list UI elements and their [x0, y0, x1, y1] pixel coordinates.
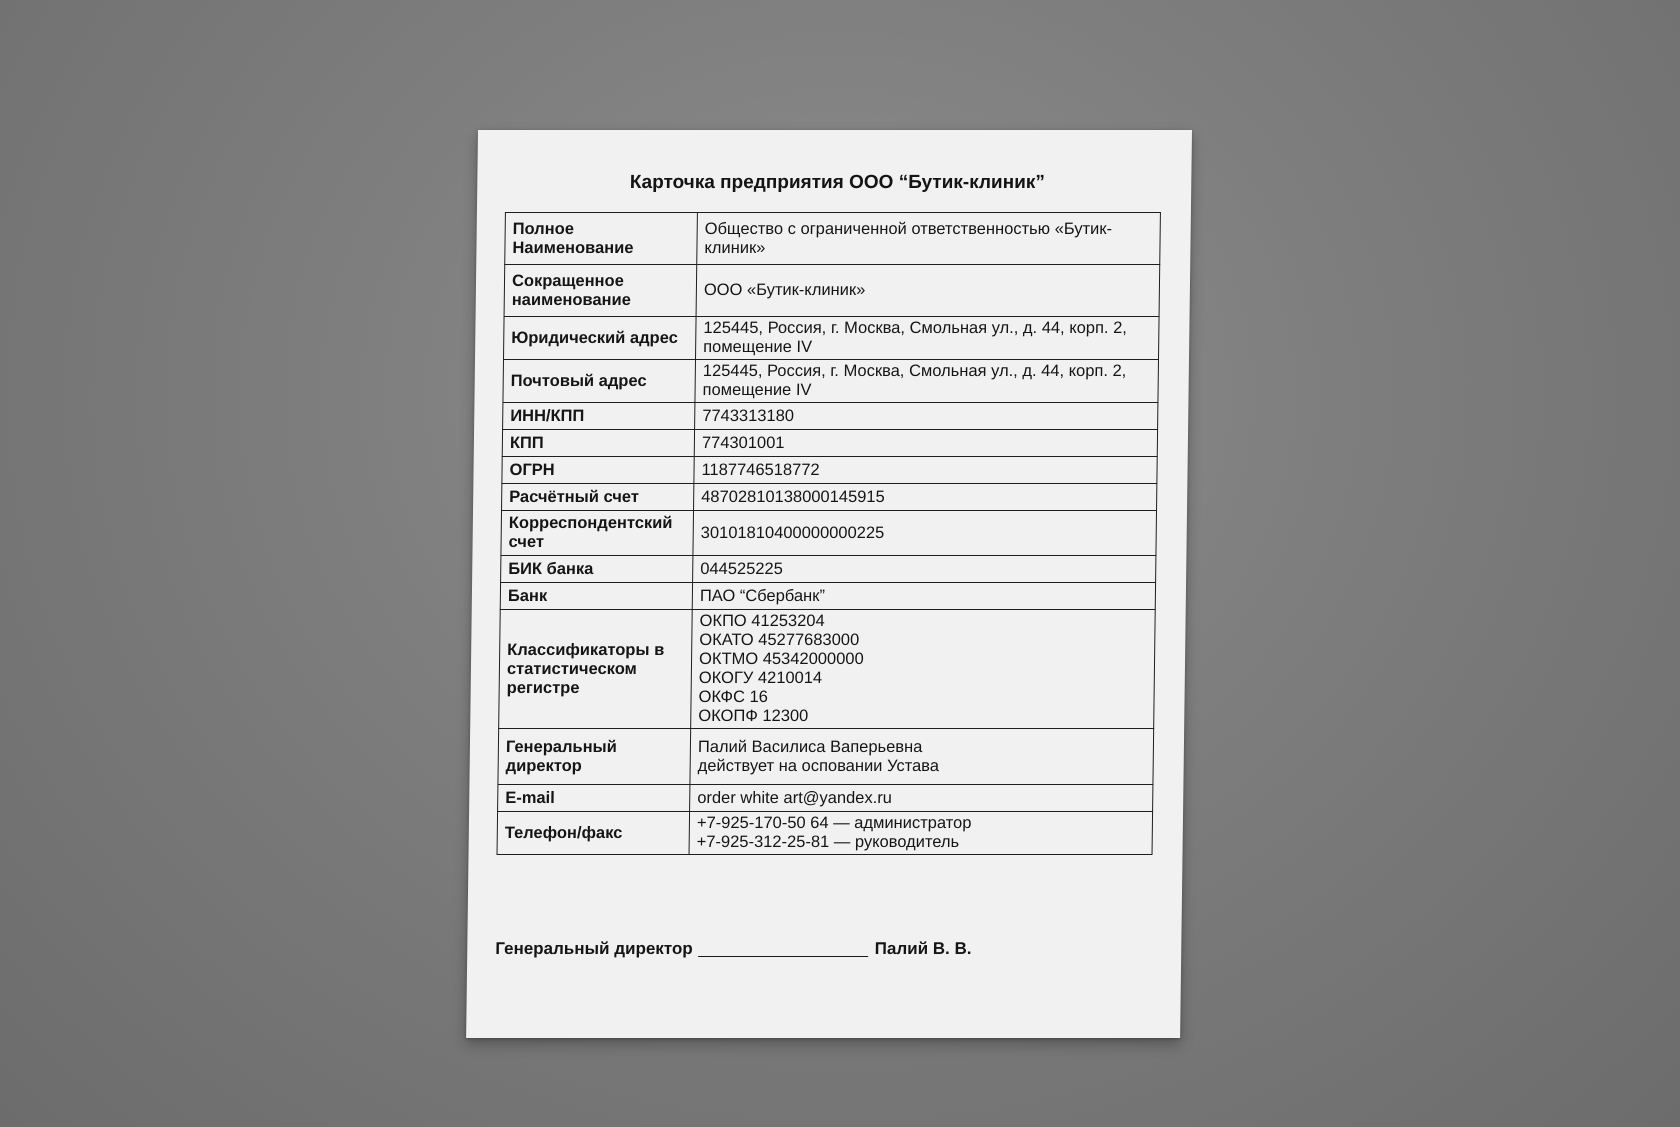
signature-block: [495, 939, 972, 959]
row-value: Палий Василиса Ваперьевна действует на осповании Устава: [690, 729, 1154, 785]
row-label: Юридический адрес: [503, 317, 696, 360]
table-row-email: [498, 785, 1153, 812]
row-value: 044525225: [693, 556, 1156, 583]
row-label: Классификаторы в статистическом регистре: [499, 610, 693, 729]
row-label: Расчётный счет: [502, 484, 694, 511]
row-value: ОКПО 41253204 ОКАТО 45277683000 ОКТМО 45342000000 ОКОГУ 4210014 ОКФС 16 ОКОПФ 12300: [691, 610, 1156, 729]
row-label: БИК банка: [501, 556, 693, 583]
table-row-settlement-account: [502, 484, 1157, 511]
row-value: +7-925-170-50 64 — администратор +7-925-312-25-81 — руководитель: [689, 812, 1153, 855]
table-row-ogrn: [502, 457, 1157, 484]
signature-position: Генеральный директор: [495, 939, 693, 958]
row-label: КПП: [502, 430, 694, 457]
table-row-postal-address: [503, 360, 1159, 403]
row-value: 7743313180: [695, 403, 1158, 430]
row-label: Почтовый адрес: [503, 360, 696, 403]
row-value: ПАО “Сбербанк”: [692, 583, 1155, 610]
company-card-table: [497, 212, 1161, 855]
table-row-phone: [497, 812, 1153, 855]
row-value: 125445, Россия, г. Москва, Смольная ул., д. 44, корп. 2, помещение IV: [695, 360, 1159, 403]
table-row-bank: [500, 583, 1155, 610]
row-value: Общество с ограниченной ответственностью «Бутик- клиник»: [697, 213, 1161, 265]
row-value: 30101810400000000225: [693, 511, 1157, 556]
row-label: Корреспондентский счет: [501, 511, 694, 556]
table-row-legal-address: [503, 317, 1159, 360]
row-label: Телефон/факс: [497, 812, 690, 855]
table-row-full-name: [505, 213, 1161, 265]
table-row-correspondent-account: [501, 511, 1157, 556]
row-value: 1187746518772: [694, 457, 1157, 484]
row-label: E-mail: [498, 785, 690, 812]
row-label: Сокращенное наименование: [504, 265, 697, 317]
document-title: Карточка предприятия ООО “Бутик-клиник”: [629, 172, 1045, 193]
row-value: 774301001: [694, 430, 1157, 457]
row-label: ОГРН: [502, 457, 694, 484]
row-value: ООО «Бутик-клиник»: [696, 265, 1160, 317]
row-value: 48702810138000145915: [694, 484, 1157, 511]
row-label: Полное Наименование: [505, 213, 698, 265]
row-label: Генеральный директор: [498, 729, 691, 785]
table-row-director: [498, 729, 1154, 785]
signature-line: [699, 942, 869, 957]
row-value: order white art@yandex.ru: [690, 785, 1153, 812]
row-value: 125445, Россия, г. Москва, Смольная ул., д. 44, корп. 2, помещение IV: [695, 317, 1159, 360]
document-sheet: [466, 130, 1192, 1038]
table-row-classifiers: [499, 610, 1156, 729]
table-row-kpp: [502, 430, 1157, 457]
table-row-short-name: [504, 265, 1160, 317]
row-label: Банк: [500, 583, 692, 610]
table-row-inn-kpp: [503, 403, 1158, 430]
table-row-bik: [501, 556, 1156, 583]
signature-name: Палий В. В.: [874, 939, 972, 958]
row-label: ИНН/КПП: [503, 403, 695, 430]
